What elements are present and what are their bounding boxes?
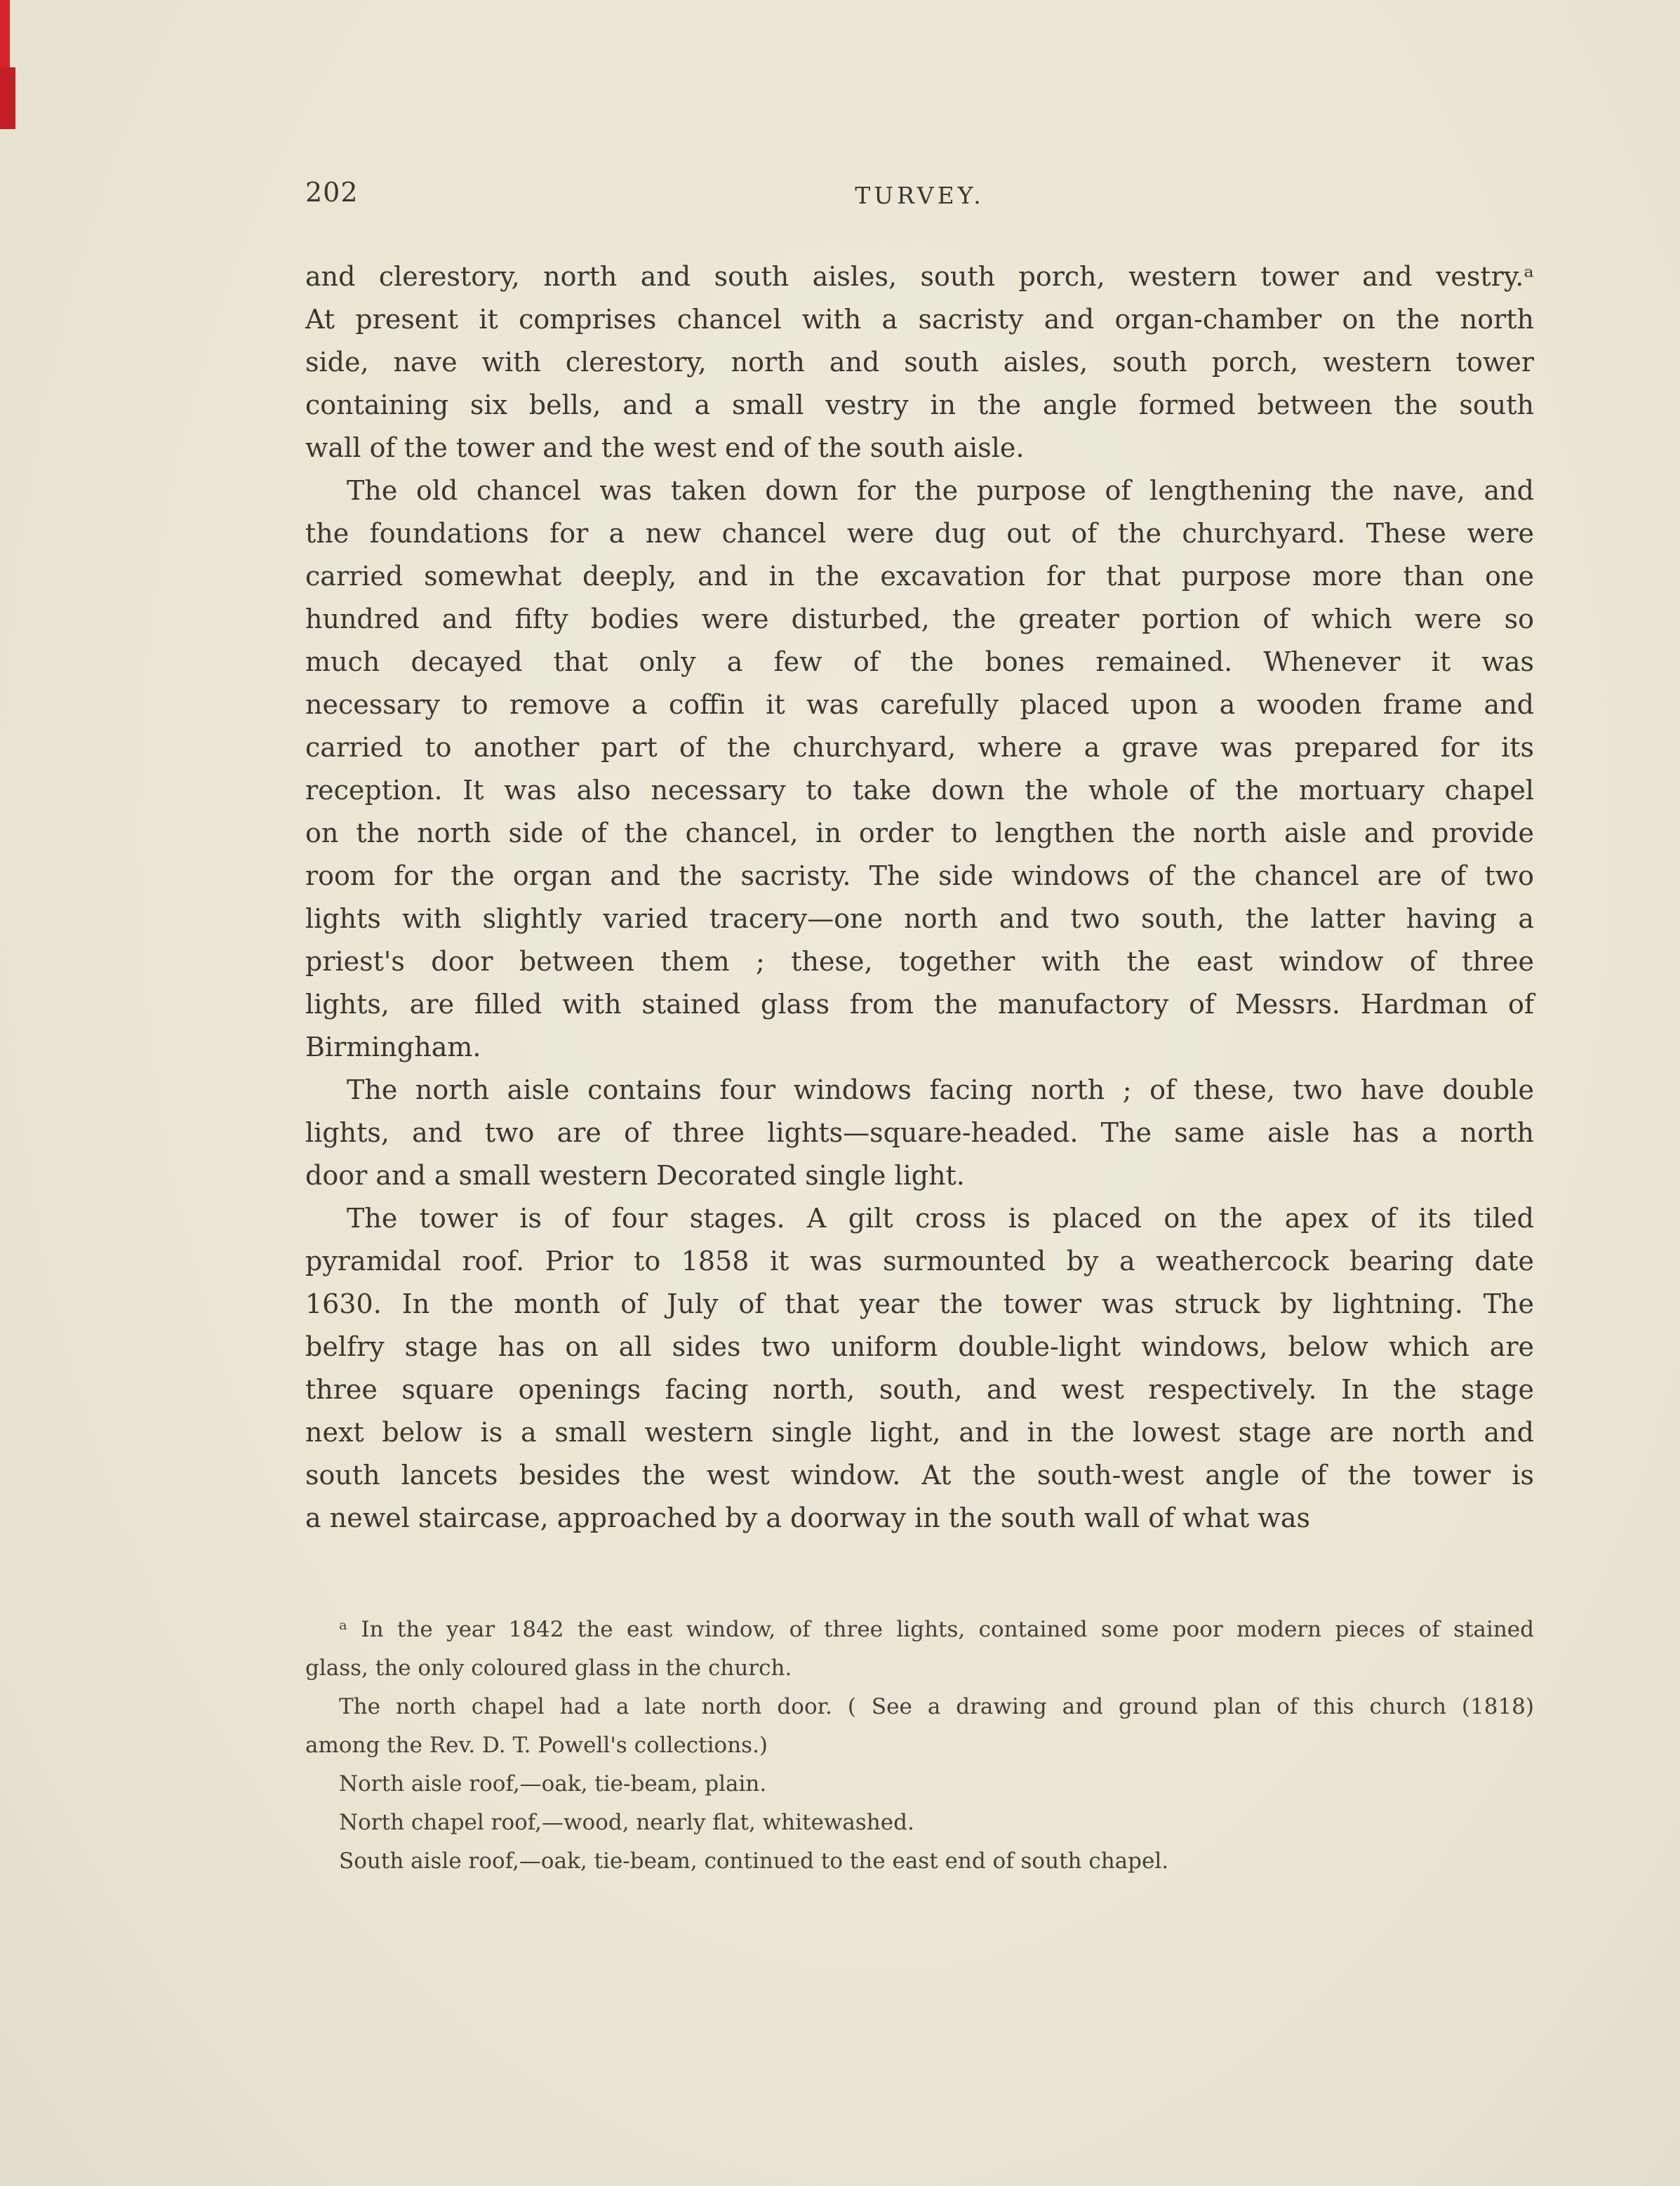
- text-line: reception. It was also necessary to take down the whole of the mortuary chapel: [305, 775, 1534, 806]
- text-line: The old chancel was taken down for the purpose of lengthening the nave, and: [347, 475, 1534, 506]
- text-line: among the Rev. D. T. Powell's collections.): [305, 1733, 768, 1758]
- text-line: room for the organ and the sacristy. The side windows of the chancel are of two: [305, 860, 1534, 891]
- text-line: the foundations for a new chancel were dug out of the churchyard. These were: [305, 518, 1534, 549]
- text-line: Birmingham.: [305, 1032, 481, 1062]
- text-line: much decayed that only a few of the bones remained. Whenever it was: [305, 646, 1534, 677]
- running-title: TURVEY.: [855, 182, 985, 209]
- text-line: The tower is of four stages. A gilt cross is placed on the apex of its tiled: [347, 1203, 1534, 1234]
- text-line: containing six bells, and a small vestry in the angle formed between the south: [305, 389, 1534, 420]
- text-line: door and a small western Decorated single light.: [305, 1160, 965, 1191]
- text-line: The north aisle contains four windows facing north ; of these, two have double: [347, 1074, 1534, 1105]
- footnotes: [305, 1611, 1534, 1881]
- text-line: 1630. In the month of July of that year the tower was struck by lightning. The: [305, 1288, 1534, 1319]
- text-line: a newel staircase, approached by a doorway in the south wall of what was: [305, 1502, 1310, 1533]
- text-line: three square openings facing north, south, and west respectively. In the stage: [305, 1374, 1534, 1405]
- text-line: lights with slightly varied tracery—one north and two south, the latter having a: [305, 903, 1534, 934]
- text-line: At present it comprises chancel with a sacristy and organ-chamber on the north: [305, 304, 1534, 335]
- red-scan-mark: [0, 67, 15, 129]
- text-line: South aisle roof,—oak, tie-beam, continued to the east end of south chapel.: [339, 1848, 1169, 1874]
- text-line: hundred and fifty bodies were disturbed, the greater portion of which were so: [305, 604, 1534, 634]
- text-line: The north chapel had a late north door. ( See a drawing and ground plan of this church (1818): [339, 1694, 1534, 1719]
- text-line: south lancets besides the west window. At the south-west angle of the tower is: [305, 1460, 1534, 1491]
- text-line: carried to another part of the churchyard, where a grave was prepared for its: [305, 732, 1534, 763]
- text-line: belfry stage has on all sides two uniform double-light windows, below which are: [305, 1331, 1534, 1362]
- text-line: necessary to remove a coffin it was carefully placed upon a wooden frame and: [305, 689, 1534, 720]
- text-line: lights, are filled with stained glass from the manufactory of Messrs. Hardman of: [305, 989, 1534, 1020]
- text-line: on the north side of the chancel, in order to lengthen the north aisle and provide: [305, 818, 1534, 848]
- text-line: carried somewhat deeply, and in the excavation for that purpose more than one: [305, 561, 1534, 592]
- body-text: [305, 255, 1534, 1540]
- text-line: pyramidal roof. Prior to 1858 it was surmounted by a weathercock bearing date: [305, 1246, 1534, 1277]
- text-line: ᵃ In the year 1842 the east window, of three lights, contained some poor modern pieces of stained: [339, 1617, 1534, 1642]
- page-number: 202: [305, 177, 359, 208]
- text-line: next below is a small western single light, and in the lowest stage are north and: [305, 1417, 1534, 1448]
- text-line: and clerestory, north and south aisles, south porch, western tower and vestry.ᵃ: [305, 261, 1534, 292]
- text-line: wall of the tower and the west end of the south aisle.: [305, 432, 1025, 463]
- text-line: side, nave with clerestory, north and south aisles, south porch, western tower: [305, 347, 1534, 378]
- text-line: North aisle roof,—oak, tie-beam, plain.: [339, 1771, 767, 1797]
- text-line: North chapel roof,—wood, nearly flat, whitewashed.: [339, 1810, 914, 1835]
- text-line: glass, the only coloured glass in the church.: [305, 1655, 792, 1681]
- text-line: lights, and two are of three lights—square-headed. The same aisle has a north: [305, 1117, 1534, 1148]
- text-line: priest's door between them ; these, together with the east window of three: [305, 946, 1534, 977]
